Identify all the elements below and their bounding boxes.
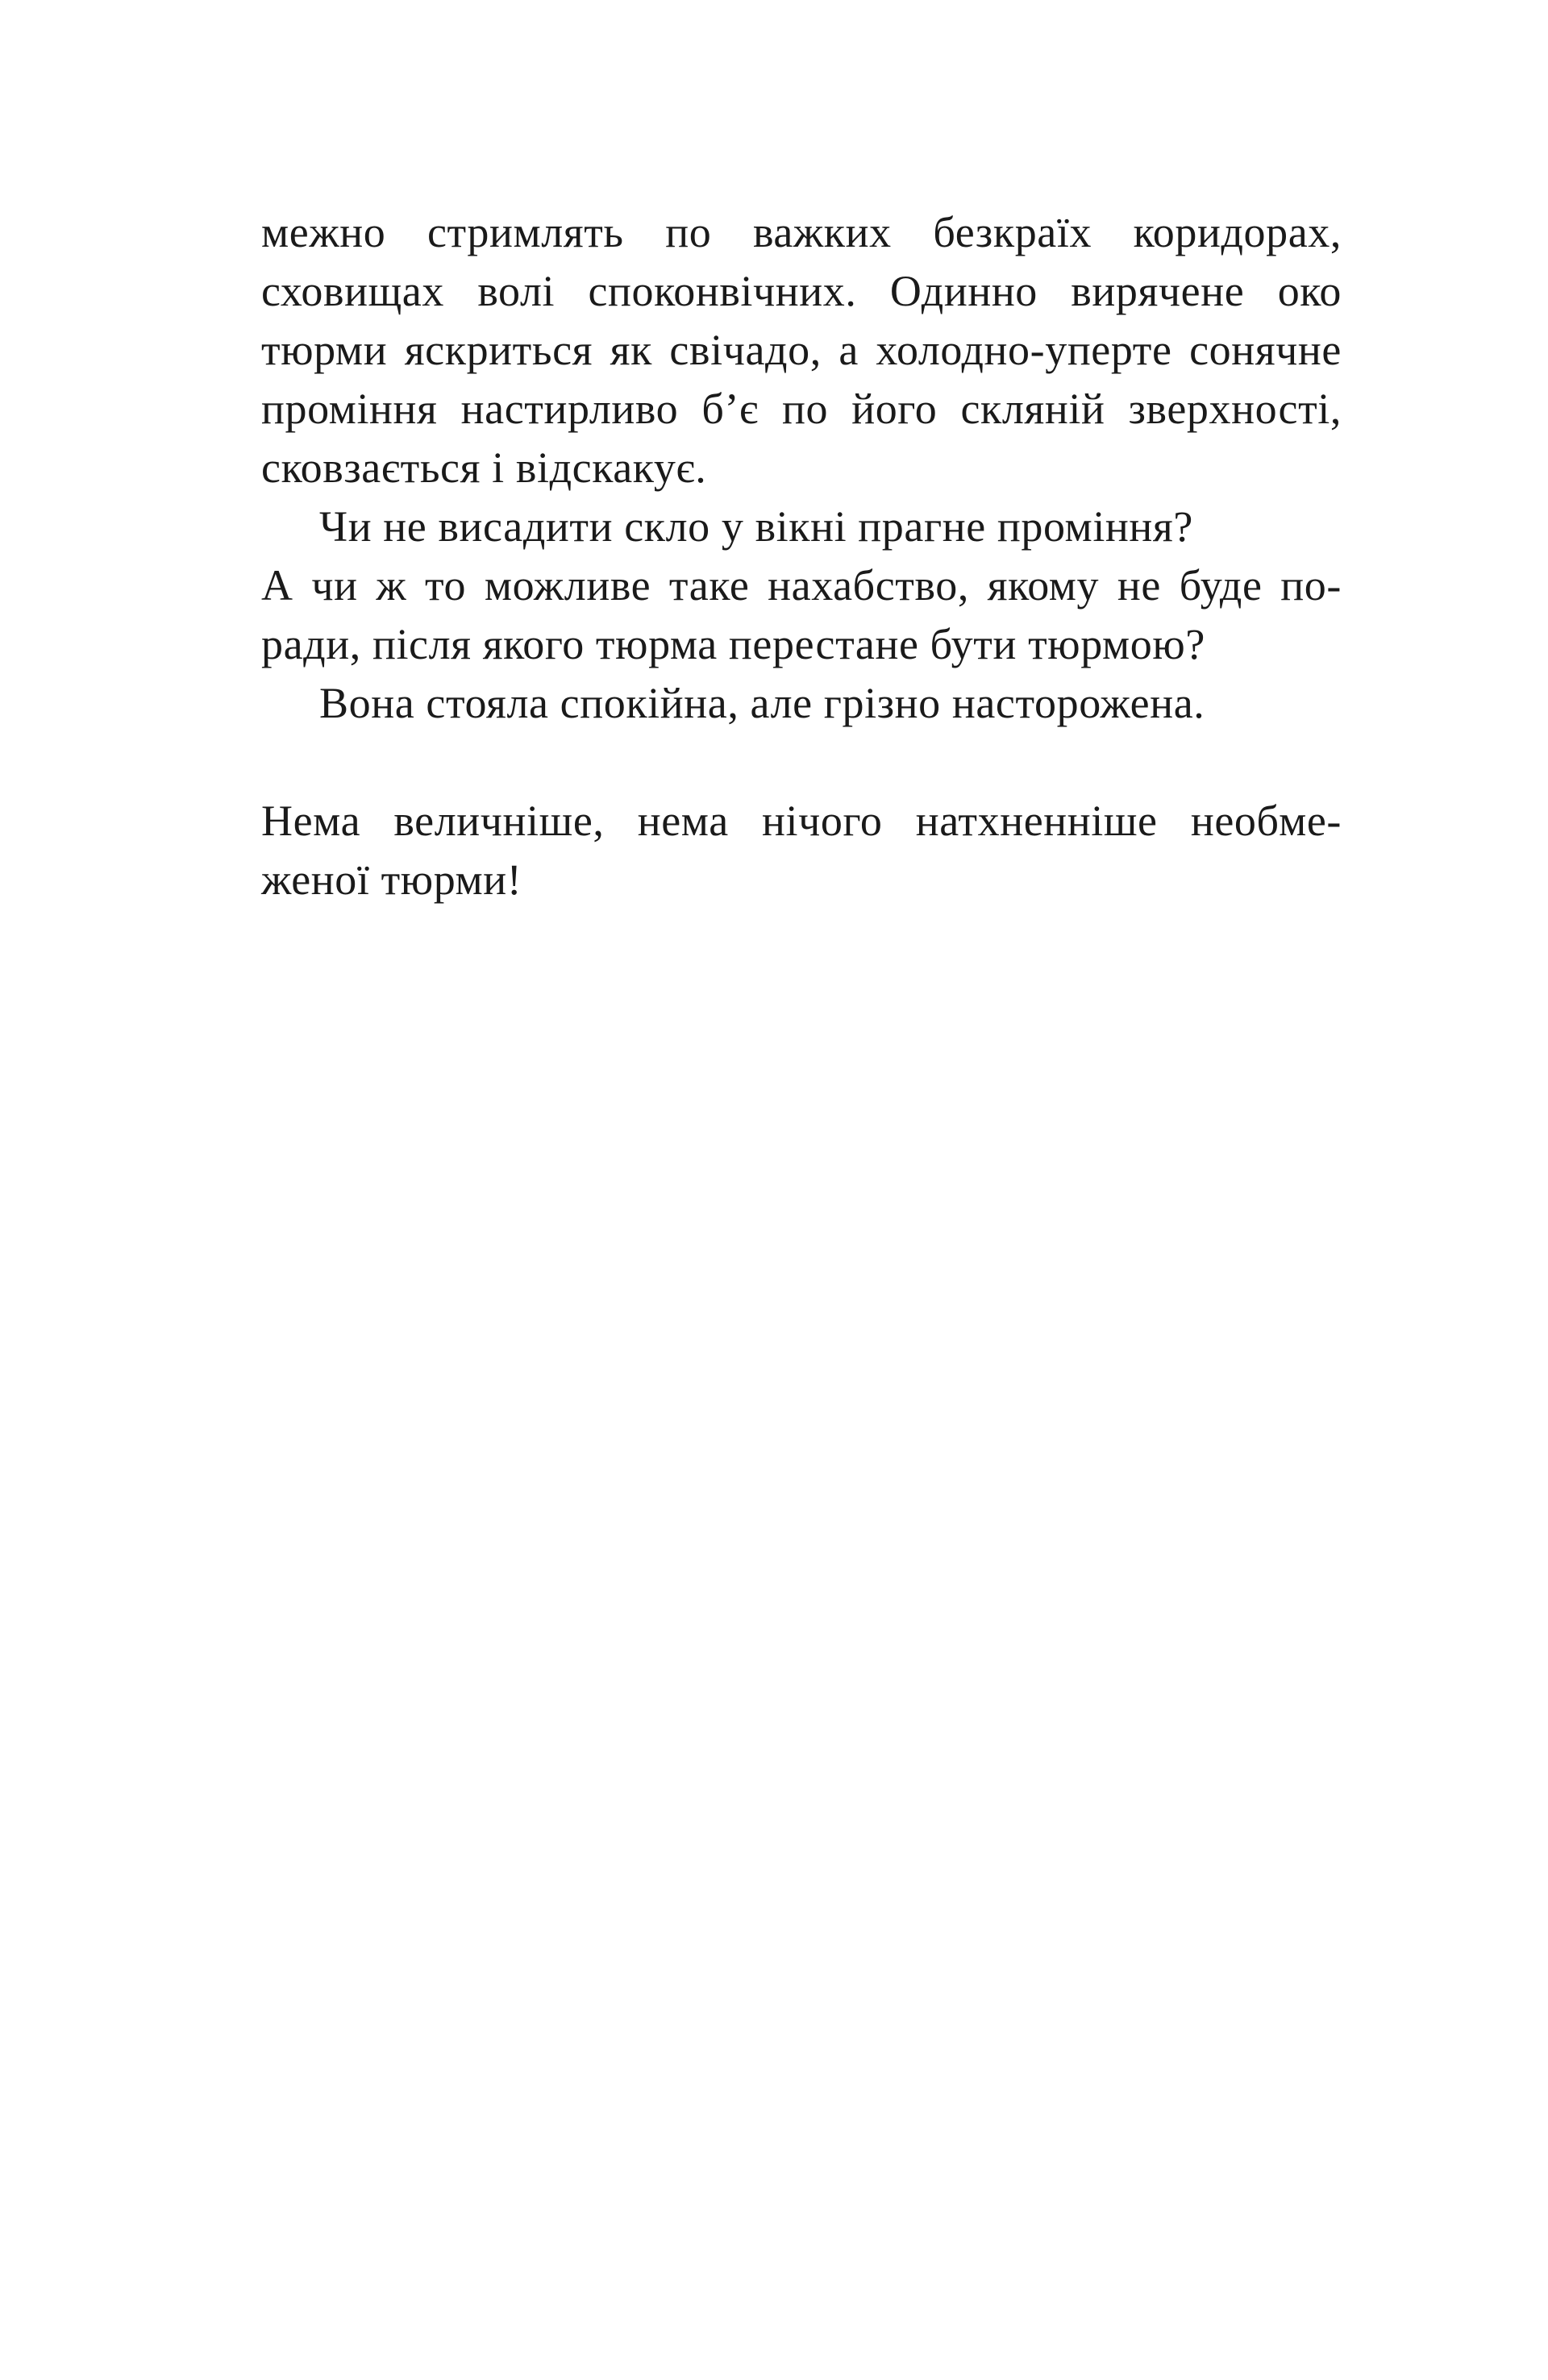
body-text xyxy=(261,203,1342,909)
text-line: Нема величніше, нема нічого натхненніше необме- xyxy=(261,797,1342,845)
text-line: А чи ж то можливе таке нахабство, якому не буде по- xyxy=(261,561,1342,610)
text-line: сковзається і відскакує. xyxy=(261,443,707,492)
text-line: женої тюрми! xyxy=(261,855,522,904)
section-break xyxy=(261,733,1342,792)
text-line: сховищах волі споконвічних. Одинно вирячене око xyxy=(261,267,1342,315)
text-line: тюрми яскриться як свічадо, а холодно-уперте сонячне xyxy=(261,326,1342,374)
text-line: Чи не висадити скло у вікні прагне проміння? xyxy=(319,502,1193,551)
text-line: ради, після якого тюрма перестане бути тюрмою? xyxy=(261,620,1205,668)
text-line: проміння настирливо б’є по його скляній зверхності, xyxy=(261,385,1342,433)
text-line: межно стримлять по важких безкраїх коридорах, xyxy=(261,208,1342,256)
text-line: Вона стояла спокійна, але грізно насторожена. xyxy=(319,679,1205,727)
